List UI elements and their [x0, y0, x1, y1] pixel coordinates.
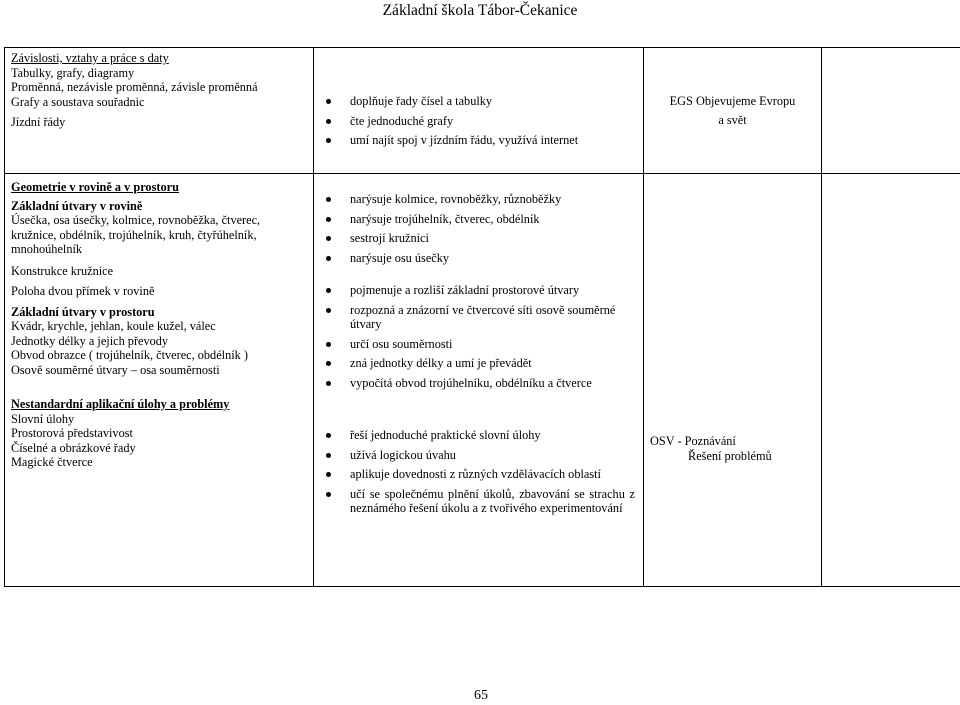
theme-subname: Řešení problémů	[688, 448, 772, 463]
topic-line: Jízdní řády	[11, 115, 66, 129]
topic-heading: Geometrie v rovině a v prostoru	[11, 180, 179, 194]
topic-subheading: Základní útvary v rovině	[11, 198, 143, 213]
list-item: vypočítá obvod trojúhelníku, obdélníku a čtverce	[314, 376, 643, 391]
list-item: narýsuje kolmice, rovnoběžky, různoběžky	[314, 192, 643, 207]
topic-line: Poloha dvou přímek v rovině	[11, 284, 155, 298]
topic-line: Obvod obrazce ( trojúhelník, čtverec, obdélník )	[11, 348, 248, 362]
topic-line: Jednotky délky a jejich převody	[11, 333, 169, 348]
topic-line: Číselné a obrázkové řady	[11, 440, 136, 455]
table-row	[5, 174, 960, 587]
topic-line: Úsečka, osa úsečky, kolmice, rovnoběžka, čtverec,	[11, 213, 261, 227]
theme-cell	[644, 48, 822, 174]
topic-line: Osově souměrné útvary – osa souměrnosti	[11, 362, 220, 377]
notes-cell	[822, 174, 960, 587]
list-item: narýsuje osu úsečky	[314, 251, 643, 266]
page-number: 65	[474, 688, 488, 703]
theme-cell	[644, 174, 822, 587]
list-item: užívá logickou úvahu	[314, 448, 643, 463]
list-item: umí najít spoj v jízdním řádu, využívá internet	[314, 133, 643, 148]
topic-line: Konstrukce kružnice	[11, 263, 114, 278]
outcomes-list	[314, 283, 643, 390]
topics-cell	[5, 48, 314, 174]
outcomes-cell	[314, 48, 644, 174]
theme-name: EGS Objevujeme Evropu	[669, 94, 796, 108]
curriculum-table	[4, 47, 960, 587]
topic-subheading: Základní útvary v prostoru	[11, 304, 155, 319]
topic-line: Grafy a soustava souřadnic	[11, 94, 145, 109]
list-item: sestrojí kružnici	[314, 231, 643, 246]
list-item: řeší jednoduché praktické slovní úlohy	[314, 428, 643, 443]
theme-name: OSV - Poznávání	[650, 434, 736, 448]
list-item: zná jednotky délky a umí je převádět	[314, 356, 643, 371]
topic-line: Tabulky, grafy, diagramy	[11, 65, 135, 80]
topic-line: Prostorová představivost	[11, 426, 133, 440]
list-item: narýsuje trojúhelník, čtverec, obdélník	[314, 212, 643, 227]
topic-line: Slovní úlohy	[11, 411, 75, 426]
table-row	[5, 48, 960, 174]
topic-line: mnohoúhelník	[11, 242, 83, 256]
topic-heading: Závislosti, vztahy a práce s daty	[11, 51, 169, 65]
list-item: určí osu souměrnosti	[314, 337, 643, 352]
topic-heading: Nestandardní aplikační úlohy a problémy	[11, 397, 230, 411]
topics-cell	[5, 174, 314, 587]
outcomes-list	[314, 192, 643, 265]
list-item: čte jednoduché grafy	[314, 114, 643, 129]
outcomes-list	[314, 94, 643, 148]
list-item: doplňuje řady čísel a tabulky	[314, 94, 643, 109]
topic-line: kružnice, obdélník, trojúhelník, kruh, čtyřúhelník,	[11, 227, 257, 242]
notes-cell	[822, 48, 960, 174]
outcomes-cell	[314, 174, 644, 587]
topic-line: Magické čtverce	[11, 455, 93, 469]
theme-subname: a svět	[718, 112, 747, 127]
list-item: učí se společnému plnění úkolů, zbavování se strachu z neznámého řešení úkolu a z tvořivého experimentování	[314, 487, 643, 516]
list-item: rozpozná a znázorní ve čtvercové síti osově souměrné útvary	[314, 303, 643, 332]
topic-line: Kvádr, krychle, jehlan, koule kužel, válec	[11, 319, 216, 333]
list-item: aplikuje dovednosti z různých vzdělávacích oblastí	[314, 467, 643, 482]
list-item: pojmenuje a rozliší základní prostorové útvary	[314, 283, 643, 298]
topic-line: Proměnná, nezávisle proměnná, závisle proměnná	[11, 80, 258, 94]
page-header: Základní škola Tábor-Čekanice	[382, 2, 578, 19]
outcomes-list	[314, 428, 643, 516]
